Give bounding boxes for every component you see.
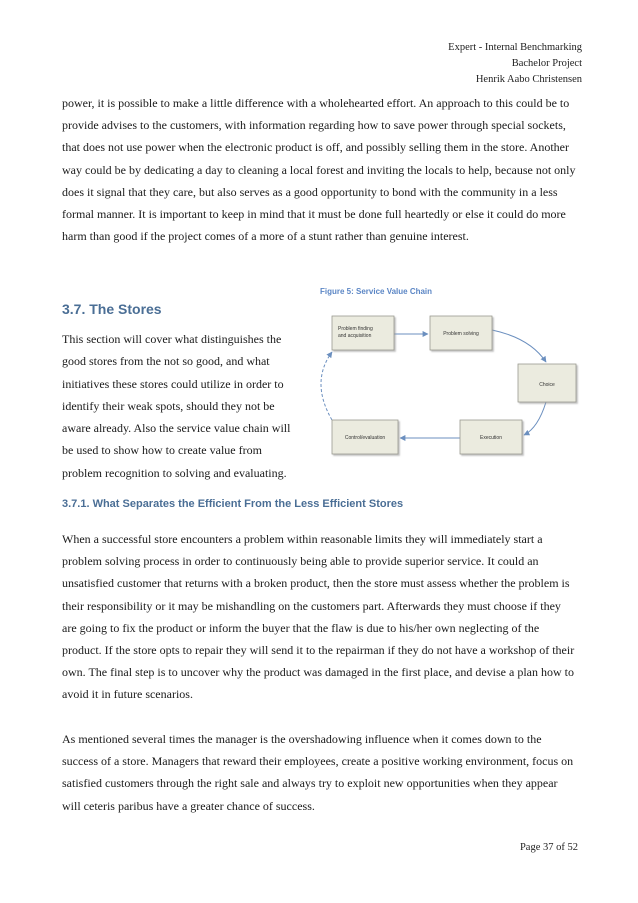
section-heading: 3.7. The Stores	[62, 301, 162, 317]
box-problem-solving-label: Problem solving	[443, 331, 479, 337]
subsection-heading: 3.7.1. What Separates the Efficient From the Less Efficient Stores	[62, 498, 404, 510]
section-paragraph: This section will cover what distinguishes the good stores from the not so good, and what initiatives these stores could utilize in order to identify their weak spots, should they not be aware already. Also the service value chain will be used to show how to create value from problem recognition to solving and evaluating.	[62, 332, 291, 480]
box-control-evaluation	[332, 420, 398, 454]
figure-caption: Figure 5: Service Value Chain	[320, 287, 433, 296]
page-number: Page 37 of 52	[519, 842, 578, 853]
box-choice-label: Choice	[539, 382, 555, 388]
service-value-chain-diagram	[310, 300, 582, 468]
header-author: Henrik Aabo Christensen	[475, 74, 582, 85]
box-problem-solving	[430, 316, 492, 350]
box-problem-finding-label1: Problem finding	[338, 326, 373, 332]
header-title: Expert - Internal Benchmarking	[448, 42, 582, 53]
box-problem-finding-label2: and acquisition	[338, 333, 372, 339]
box-execution	[460, 420, 522, 454]
arrow-control-to-finding	[321, 352, 332, 420]
arrow-choice-to-execution	[524, 402, 546, 435]
box-execution-label: Execution	[480, 435, 502, 441]
box-problem-finding	[332, 316, 394, 350]
manager-paragraph: As mentioned several times the manager is the overshadowing influence when it comes down to the success of a store. Managers that reward their employees, create a positive working environment, focus on satisfied customers through the right sale and always try to exploit new opportunities when they appear will ceteris paribus have a greater chance of success.	[62, 732, 574, 813]
box-control-evaluation-label: Control/evaluation	[344, 435, 386, 441]
box-choice	[518, 364, 576, 402]
arrow-solving-to-choice	[492, 330, 546, 362]
efficient-stores-paragraph: When a successful store encounters a problem within reasonable limits they will immediately start a problem solving process in order to continuously being able to provide superior service. It could an unsatisfied customer that returns with a broken product, then the store must assess whether the problem is their responsibility or it may be mishandling on the customers part. Afterwards they must choose if they are going to fix the product or inform the buyer that the flaw is due to his/her own neglecting of the product. If the store opts to repair they will send it to the repairman if they do not have a workshop of their own. The final step is to uncover why the product was damaged in the first place, and devise a plan how to avoid it in future scenarios.	[62, 532, 575, 702]
page-header	[448, 40, 582, 88]
header-project: Bachelor Project	[511, 58, 582, 69]
intro-paragraph: power, it is possible to make a little difference with a wholehearted effort. An approach to this could be to provide advises to the customers, with information regarding how to save power through special sockets, that does not use power when the electronic product is off, and possibly selling them in the store. Another way could be by dedicating a day to cleaning a local forest and inviting the locals to help, because not only does it signal that they care, but also serves as a good opportunity to bond with the community in a less formal manner. It is important to keep in mind that it must be done full heartedly or else it could do more harm than good if the project comes of a more of a stunt rather than genuine interest.	[62, 96, 576, 244]
